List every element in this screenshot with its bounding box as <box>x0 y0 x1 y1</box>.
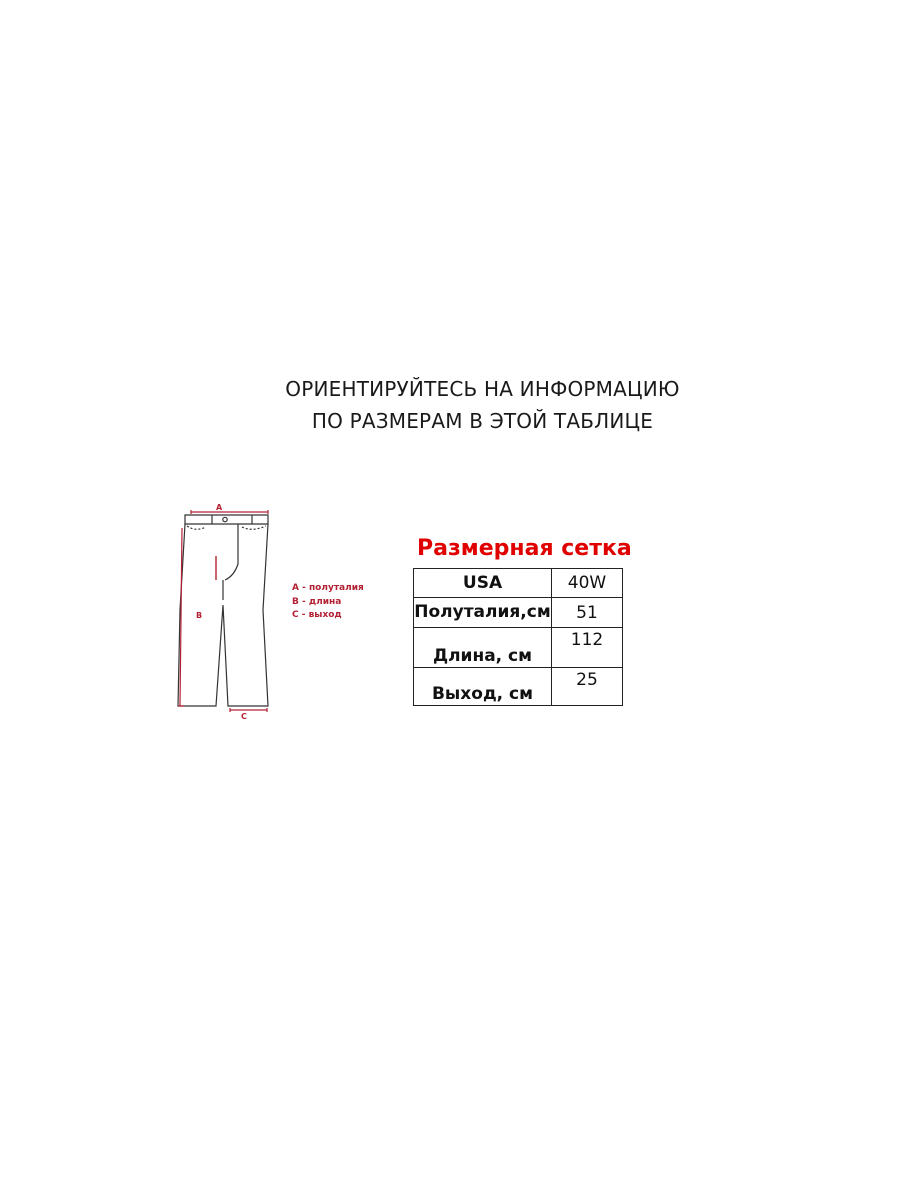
instruction-line-2: ПО РАЗМЕРАМ В ЭТОЙ ТАБЛИЦЕ <box>311 409 654 433</box>
size-chart-title: Размерная сетка <box>417 536 632 561</box>
row-label: Длина, см <box>432 646 533 666</box>
row-label-cell <box>414 598 552 628</box>
row-label: USA <box>462 572 503 593</box>
row-value: 25 <box>552 668 623 706</box>
legend-item: А - полуталия <box>292 583 364 593</box>
row-label-cell <box>414 569 552 598</box>
row-value: 112 <box>552 628 623 668</box>
pants-measurement-diagram <box>160 500 280 730</box>
pants-outline <box>178 515 268 706</box>
instruction-line-1: ОРИЕНТИРУЙТЕСЬ НА ИНФОРМАЦИЮ <box>285 377 680 401</box>
table-row <box>414 569 623 598</box>
label-c: C <box>241 712 247 721</box>
table-row <box>414 668 623 706</box>
row-label: Полуталия,см <box>414 602 551 622</box>
legend-item: В - длина <box>292 596 342 607</box>
row-value: 51 <box>552 598 623 628</box>
row-label-cell <box>414 628 552 668</box>
row-label-cell <box>414 668 552 706</box>
label-b: B <box>196 611 203 620</box>
row-value: 40W <box>552 569 623 598</box>
row-label: Выход, см <box>431 684 534 704</box>
size-chart-table <box>413 568 623 706</box>
legend-item: С - выход <box>292 610 342 620</box>
measurement-legend <box>292 582 364 623</box>
table-row <box>414 598 623 628</box>
table-row <box>414 628 623 668</box>
label-a: A <box>216 503 223 512</box>
